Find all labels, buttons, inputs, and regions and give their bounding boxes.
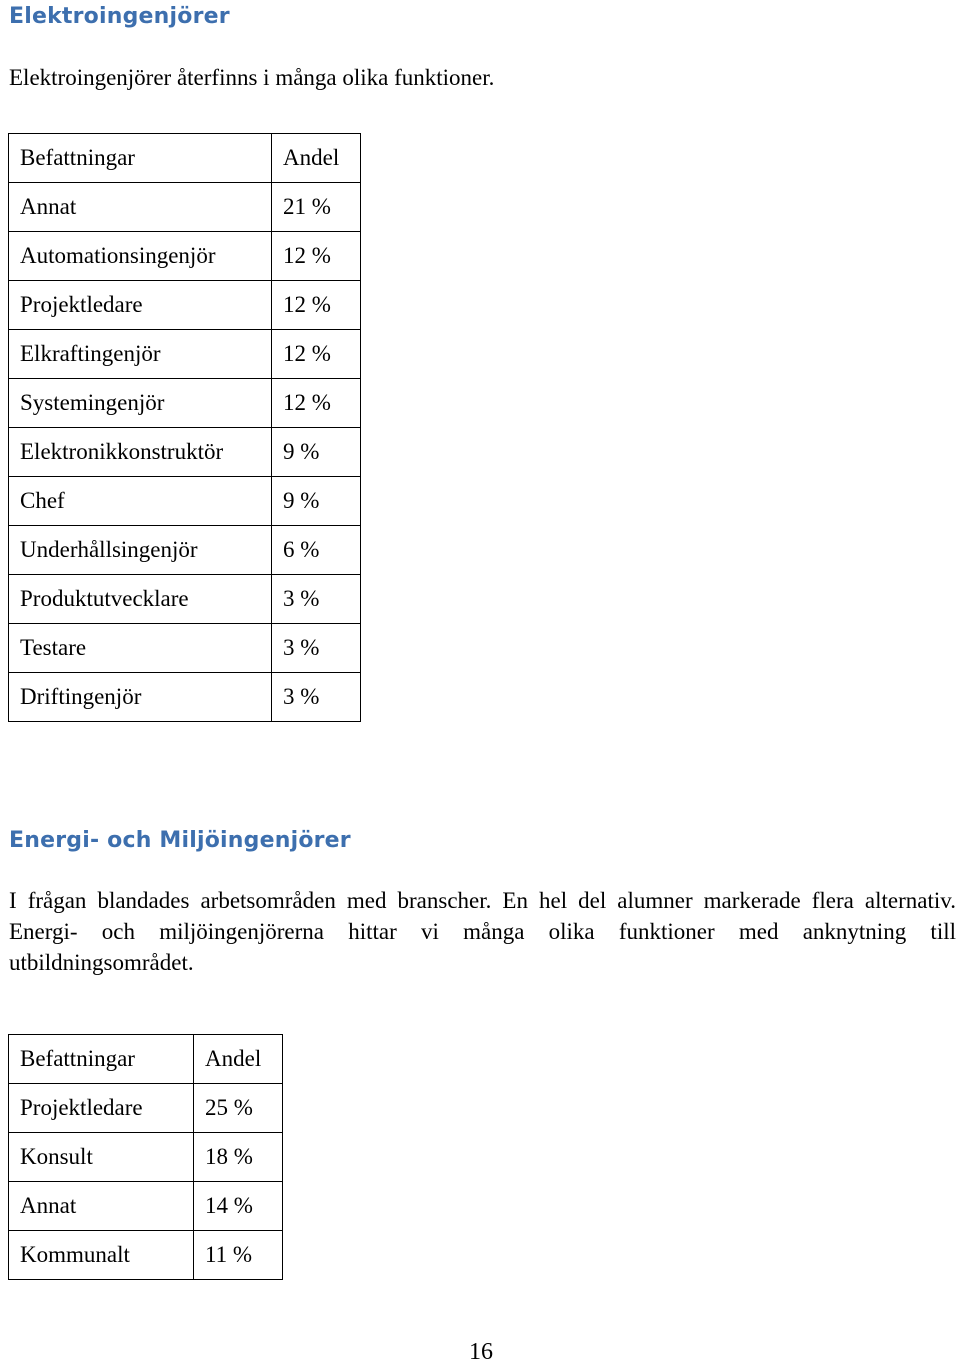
cell-andel: 12 % (272, 330, 361, 379)
header-cell-befattningar: Befattningar (9, 1035, 194, 1084)
cell-andel: 25 % (194, 1084, 283, 1133)
table-elektroingenjorer (8, 133, 361, 722)
section-heading-energi-miljoingenjorer: Energi- och Miljöingenjörer (9, 828, 351, 853)
table-row (9, 330, 361, 379)
cell-andel: 9 % (272, 477, 361, 526)
cell-befattning: Konsult (9, 1133, 194, 1182)
table-row (9, 428, 361, 477)
section-intro-energi-miljoingenjorer: I frågan blandades arbetsområden med branscher. En hel del alumner markerade flera alternativ. Energi- och miljöingenjörerna hittar vi många olika funktioner med anknytning till utbildningsområdet. (9, 888, 956, 975)
table-header-row (9, 1035, 283, 1084)
cell-andel: 14 % (194, 1182, 283, 1231)
header-cell-befattningar: Befattningar (9, 134, 272, 183)
table-header-row (9, 134, 361, 183)
cell-befattning: Underhållsingenjör (9, 526, 272, 575)
table-row (9, 1182, 283, 1231)
table-row (9, 624, 361, 673)
cell-befattning: Annat (9, 1182, 194, 1231)
table-row (9, 281, 361, 330)
cell-befattning: Driftingenjör (9, 673, 272, 722)
cell-andel: 12 % (272, 379, 361, 428)
cell-befattning: Produktutvecklare (9, 575, 272, 624)
cell-befattning: Projektledare (9, 281, 272, 330)
table-row (9, 1084, 283, 1133)
cell-befattning: Automationsingenjör (9, 232, 272, 281)
cell-andel: 11 % (194, 1231, 283, 1280)
table-row (9, 232, 361, 281)
cell-befattning: Kommunalt (9, 1231, 194, 1280)
cell-andel: 3 % (272, 624, 361, 673)
cell-andel: 18 % (194, 1133, 283, 1182)
cell-andel: 6 % (272, 526, 361, 575)
table-row (9, 526, 361, 575)
table-row (9, 1133, 283, 1182)
cell-andel: 9 % (272, 428, 361, 477)
table-row (9, 1231, 283, 1280)
cell-befattning: Annat (9, 183, 272, 232)
cell-befattning: Elkraftingenjör (9, 330, 272, 379)
page-number: 16 (469, 1339, 493, 1365)
cell-befattning: Testare (9, 624, 272, 673)
table-row (9, 379, 361, 428)
table-row (9, 183, 361, 232)
table-energi-miljoingenjorer (8, 1034, 283, 1280)
cell-andel: 12 % (272, 232, 361, 281)
cell-andel: 3 % (272, 575, 361, 624)
cell-andel: 21 % (272, 183, 361, 232)
header-cell-andel: Andel (272, 134, 361, 183)
header-cell-andel: Andel (194, 1035, 283, 1084)
cell-befattning: Projektledare (9, 1084, 194, 1133)
section-intro-elektroingenjorer: Elektroingenjörer återfinns i många olika funktioner. (9, 65, 495, 90)
cell-befattning: Chef (9, 477, 272, 526)
cell-andel: 12 % (272, 281, 361, 330)
section-heading-elektroingenjorer: Elektroingenjörer (9, 4, 230, 29)
table-row (9, 477, 361, 526)
table-row (9, 575, 361, 624)
cell-andel: 3 % (272, 673, 361, 722)
cell-befattning: Systemingenjör (9, 379, 272, 428)
cell-befattning: Elektronikkonstruktör (9, 428, 272, 477)
table-row (9, 673, 361, 722)
